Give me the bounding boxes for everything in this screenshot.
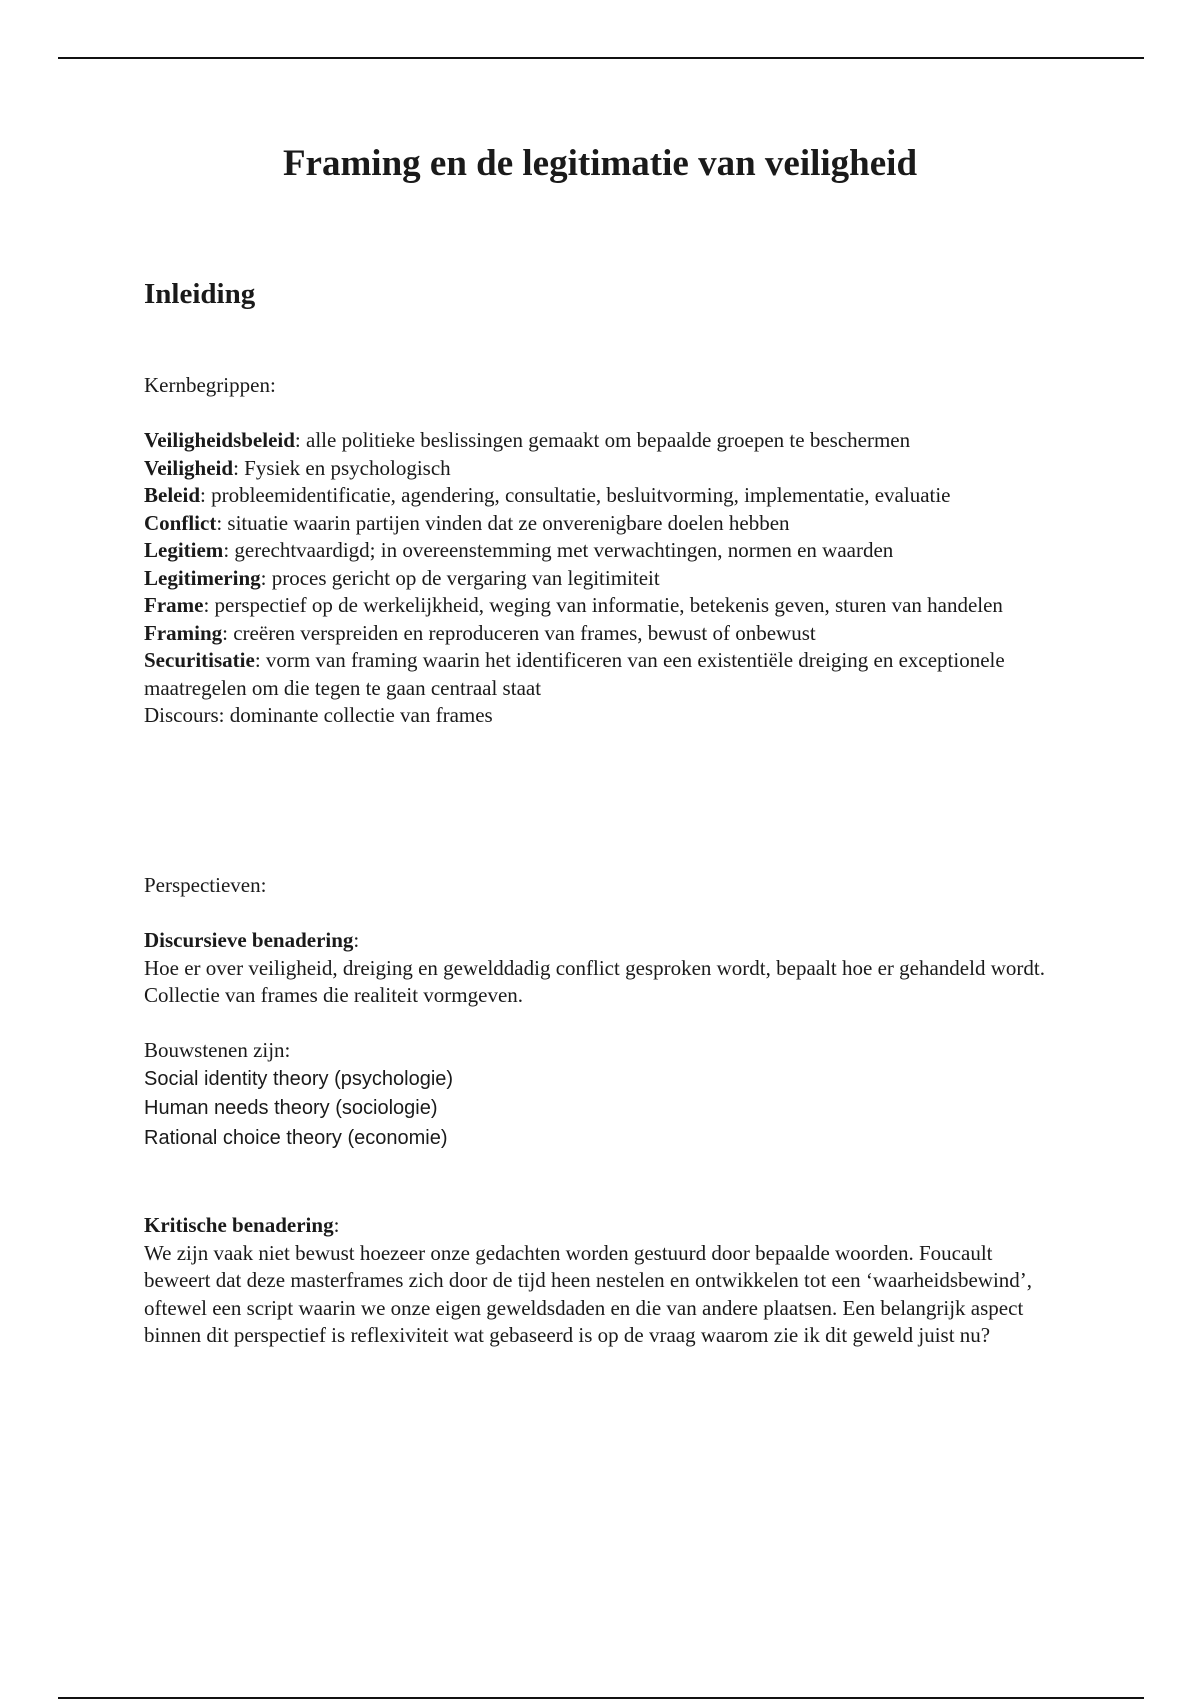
- definition-term: Framing: [144, 620, 223, 645]
- definition-term: Beleid: [144, 483, 200, 507]
- bouwstenen-label: Bouwstenen zijn:: [144, 1038, 291, 1062]
- definition-term: Veiligheidsbeleid: [144, 428, 295, 452]
- discursieve-heading: [144, 927, 1064, 955]
- kritische-section: [144, 1212, 1064, 1350]
- top-rule: [58, 57, 1144, 59]
- kritische-heading-text: Kritische benadering: [144, 1213, 334, 1237]
- definition-item: [144, 702, 1064, 730]
- bouwstenen-list: [144, 1065, 1064, 1154]
- definition-text: : vorm van framing waarin het identificeren van een existentiële dreiging en exceptionele maatregelen om die tegen te gaan centraal staat: [144, 648, 1005, 700]
- discursieve-text: Hoe er over veiligheid, dreiging en gewelddadig conflict gesproken wordt, bepaalt hoe er gehandeld wordt. Collectie van frames die realiteit vormgeven.: [144, 955, 1045, 1007]
- definition-item: [144, 537, 1064, 565]
- definition-text: : gerechtvaardigd; in overeenstemming met verwachtingen, normen en waarden: [223, 538, 894, 562]
- definition-item: [144, 455, 1064, 483]
- definition-term: Legitiem: [144, 538, 224, 562]
- bouwsteen-item: Human needs theory (sociologie): [144, 1097, 438, 1119]
- kritische-heading: [144, 1212, 1064, 1240]
- definition-text: : proces gericht op de vergaring van legitimiteit: [260, 565, 660, 590]
- definition-term: Securitisatie: [144, 648, 255, 672]
- definition-term: Conflict: [144, 510, 217, 535]
- definition-text: : alle politieke beslissingen gemaakt om bepaalde groepen te beschermen: [294, 428, 911, 452]
- bottom-rule: [58, 1697, 1144, 1699]
- definition-term: Legitimering: [144, 565, 261, 590]
- kritische-heading-colon: :: [333, 1213, 340, 1237]
- definition-term: Frame: [144, 593, 204, 617]
- definition-item: [144, 510, 1064, 538]
- definition-text: : creëren verspreiden en reproduceren van frames, bewust of onbewust: [222, 620, 816, 645]
- definition-text: : Fysiek en psychologisch: [233, 455, 451, 480]
- definition-item: [144, 620, 1064, 648]
- discursieve-heading-text: Discursieve benadering: [144, 928, 354, 952]
- kritische-text: We zijn vaak niet bewust hoezeer onze gedachten worden gestuurd door bepaalde woorden. Foucault beweert dat deze masterframes zich door de tijd heen nestelen en ontwikkelen tot een ‘waarheidsbewind’, oftewel een script waarin we onze eigen geweldsdaden en die van andere plaatsen. Een belangrijk aspect binnen dit perspectief is reflexiviteit wat gebaseerd is op de vraag waarom zie ik dit geweld juist nu?: [144, 1240, 1033, 1347]
- definition-term: Veiligheid: [144, 455, 234, 480]
- discursieve-heading-colon: :: [353, 928, 360, 952]
- definition-text: : probleemidentificatie, agendering, consultatie, besluitvorming, implementatie, evaluatie: [200, 483, 951, 507]
- definition-item: [144, 647, 1064, 702]
- perspectieven-label: Perspectieven:: [144, 873, 267, 897]
- document-title: Framing en de legitimatie van veiligheid: [282, 143, 918, 184]
- definition-item: [144, 565, 1064, 593]
- kernbegrippen-label: Kernbegrippen:: [144, 373, 276, 397]
- definition-text: : perspectief op de werkelijkheid, weging van informatie, betekenis geven, sturen van handelen: [203, 593, 1003, 617]
- definition-text: : situatie waarin partijen vinden dat ze onverenigbare doelen hebben: [216, 510, 790, 535]
- definition-text: Discours: dominante collectie van frames: [144, 703, 493, 727]
- definition-item: [144, 482, 1064, 510]
- section-heading-inleiding: Inleiding: [144, 278, 256, 310]
- definition-item: [144, 592, 1064, 620]
- definitions-list: [144, 427, 1064, 730]
- definition-item: [144, 427, 1064, 455]
- kernbegrippen-section: [144, 372, 1064, 730]
- bouwsteen-item: Social identity theory (psychologie): [144, 1067, 454, 1090]
- bouwsteen-item: Rational choice theory (economie): [144, 1126, 448, 1149]
- perspectieven-section: [144, 872, 1064, 1153]
